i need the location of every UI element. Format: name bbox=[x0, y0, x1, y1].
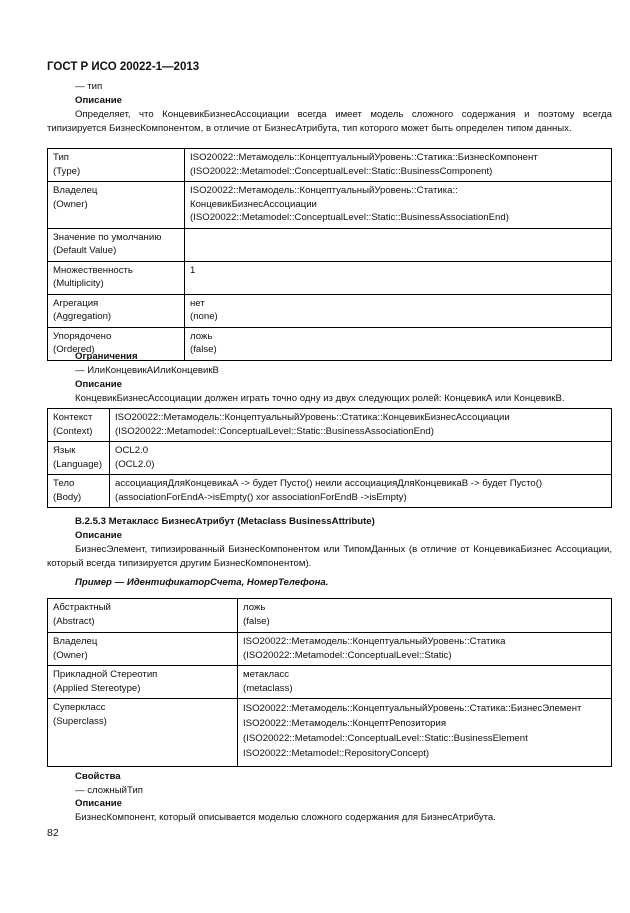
row-value bbox=[185, 228, 612, 261]
constraint-item: — ИлиКонцевикАИлиКонцевикВ bbox=[75, 365, 219, 376]
row-label: Владелец (Owner) bbox=[48, 633, 238, 666]
row-value: ассоциацияДляКонцевикаА -> будет Пусто() неили ассоциацияДляКонцевикаВ -> будет Пусто() (associationForEndA->isEmpty() xor associationForEndB ->isEmpty) bbox=[110, 475, 612, 508]
row-value: ISO20022::Метамодель::КонцептуальныйУровень::Статика (ISO20022::Metamodel::ConceptualLevel::Static) bbox=[238, 633, 612, 666]
properties-table-2 bbox=[47, 598, 612, 767]
description-text: КонцевикБизнесАссоциации должен играть точно одну из двух следующих ролей: КонцевикА или КонцевикВ. bbox=[75, 393, 565, 404]
row-value: метакласс (metaclass) bbox=[238, 666, 612, 699]
row-label: Тело (Body) bbox=[48, 475, 110, 508]
row-value: ISO20022::Метамодель::КонцептуальныйУровень::Статика::БизнесЭлемент ISO20022::Метамодель::КонцептРепозитория (ISO20022::Metamodel::ConceptualLevel::Static::BusinessElement ISO20022::Metamodel::RepositoryConcept) bbox=[238, 699, 612, 767]
table-row bbox=[48, 699, 612, 767]
property-item: — сложныйТип bbox=[75, 785, 143, 796]
properties-table-1 bbox=[47, 148, 612, 361]
row-label: Язык (Language) bbox=[48, 442, 110, 475]
property-item: — тип bbox=[75, 81, 103, 92]
constraint-table bbox=[47, 408, 612, 508]
row-label: Контекст (Context) bbox=[48, 409, 110, 442]
table-row bbox=[48, 666, 612, 699]
description-text: Определяет, что КонцевикБизнесАссоциации всегда имеет модель сложного содержания и поэтому всегда типизируется БизнесКомпонентом, в отличие от БизнесАтрибута, тип которого может быть определен типом данных. bbox=[47, 109, 612, 134]
description-heading: Описание bbox=[75, 798, 122, 809]
row-label: Суперкласс (Superclass) bbox=[48, 699, 238, 767]
row-value: 1 bbox=[185, 261, 612, 294]
row-label: Множественность (Multiplicity) bbox=[48, 261, 185, 294]
description-heading: Описание bbox=[75, 95, 122, 106]
section-heading: B.2.5.3 Метакласс БизнесАтрибут (Metaclass BusinessAttribute) bbox=[75, 516, 375, 527]
row-label: Абстрактный (Abstract) bbox=[48, 599, 238, 633]
description-heading: Описание bbox=[75, 379, 122, 390]
table-row bbox=[48, 442, 612, 475]
description-text: БизнесЭлемент, типизированный БизнесКомпонентом или ТипомДанных (в отличие от КонцевикаБизнес Ассоциации, который всегда типизируется другим БизнесКомпонентом). bbox=[47, 544, 612, 569]
row-label: Агрегация (Aggregation) bbox=[48, 294, 185, 327]
description-heading: Описание bbox=[75, 530, 122, 541]
table-row bbox=[48, 228, 612, 261]
row-value: ISO20022::Метамодель::КонцептуальныйУровень::Статика::КонцевикБизнесАссоциации (ISO20022::Metamodel::ConceptualLevel::Static::BusinessAssociationEnd) bbox=[110, 409, 612, 442]
example-text: Пример — ИдентификаторСчета, НомерТелефона. bbox=[75, 577, 329, 588]
table-row bbox=[48, 294, 612, 327]
row-value: ISO20022::Метамодель::КонцептуальныйУровень::Статика:: КонцевикБизнесАссоциации (ISO20022::Metamodel::ConceptualLevel::Static::BusinessAssociationEnd) bbox=[185, 182, 612, 229]
properties-heading: Свойства bbox=[75, 771, 121, 782]
table-row bbox=[48, 261, 612, 294]
table-row bbox=[48, 409, 612, 442]
table-row bbox=[48, 599, 612, 633]
row-value: OCL2.0 (OCL2.0) bbox=[110, 442, 612, 475]
document-header: ГОСТ Р ИСО 20022-1—2013 bbox=[47, 61, 200, 73]
table-row bbox=[48, 182, 612, 229]
row-label: Упорядочено (Ordered) bbox=[48, 327, 185, 360]
row-label: Прикладной Стереотип (Applied Stereotype) bbox=[48, 666, 238, 699]
table-row bbox=[48, 633, 612, 666]
row-value: ложь (false) bbox=[238, 599, 612, 633]
row-value: ISO20022::Метамодель::КонцептуальныйУровень::Статика::БизнесКомпонент (ISO20022::Metamodel::ConceptualLevel::Static::BusinessComponent) bbox=[185, 149, 612, 182]
table-row bbox=[48, 475, 612, 508]
row-label: Значение по умолчанию (Default Value) bbox=[48, 228, 185, 261]
table-row bbox=[48, 149, 612, 182]
page-number: 82 bbox=[47, 827, 59, 839]
row-label: Владелец (Owner) bbox=[48, 182, 185, 229]
row-value: нет (none) bbox=[185, 294, 612, 327]
constraints-heading: Ограничения bbox=[75, 351, 138, 362]
row-label: Тип (Type) bbox=[48, 149, 185, 182]
description-text: БизнесКомпонент, который описывается моделью сложного содержания для БизнесАтрибута. bbox=[75, 812, 496, 823]
row-value: ложь (false) bbox=[185, 327, 612, 360]
